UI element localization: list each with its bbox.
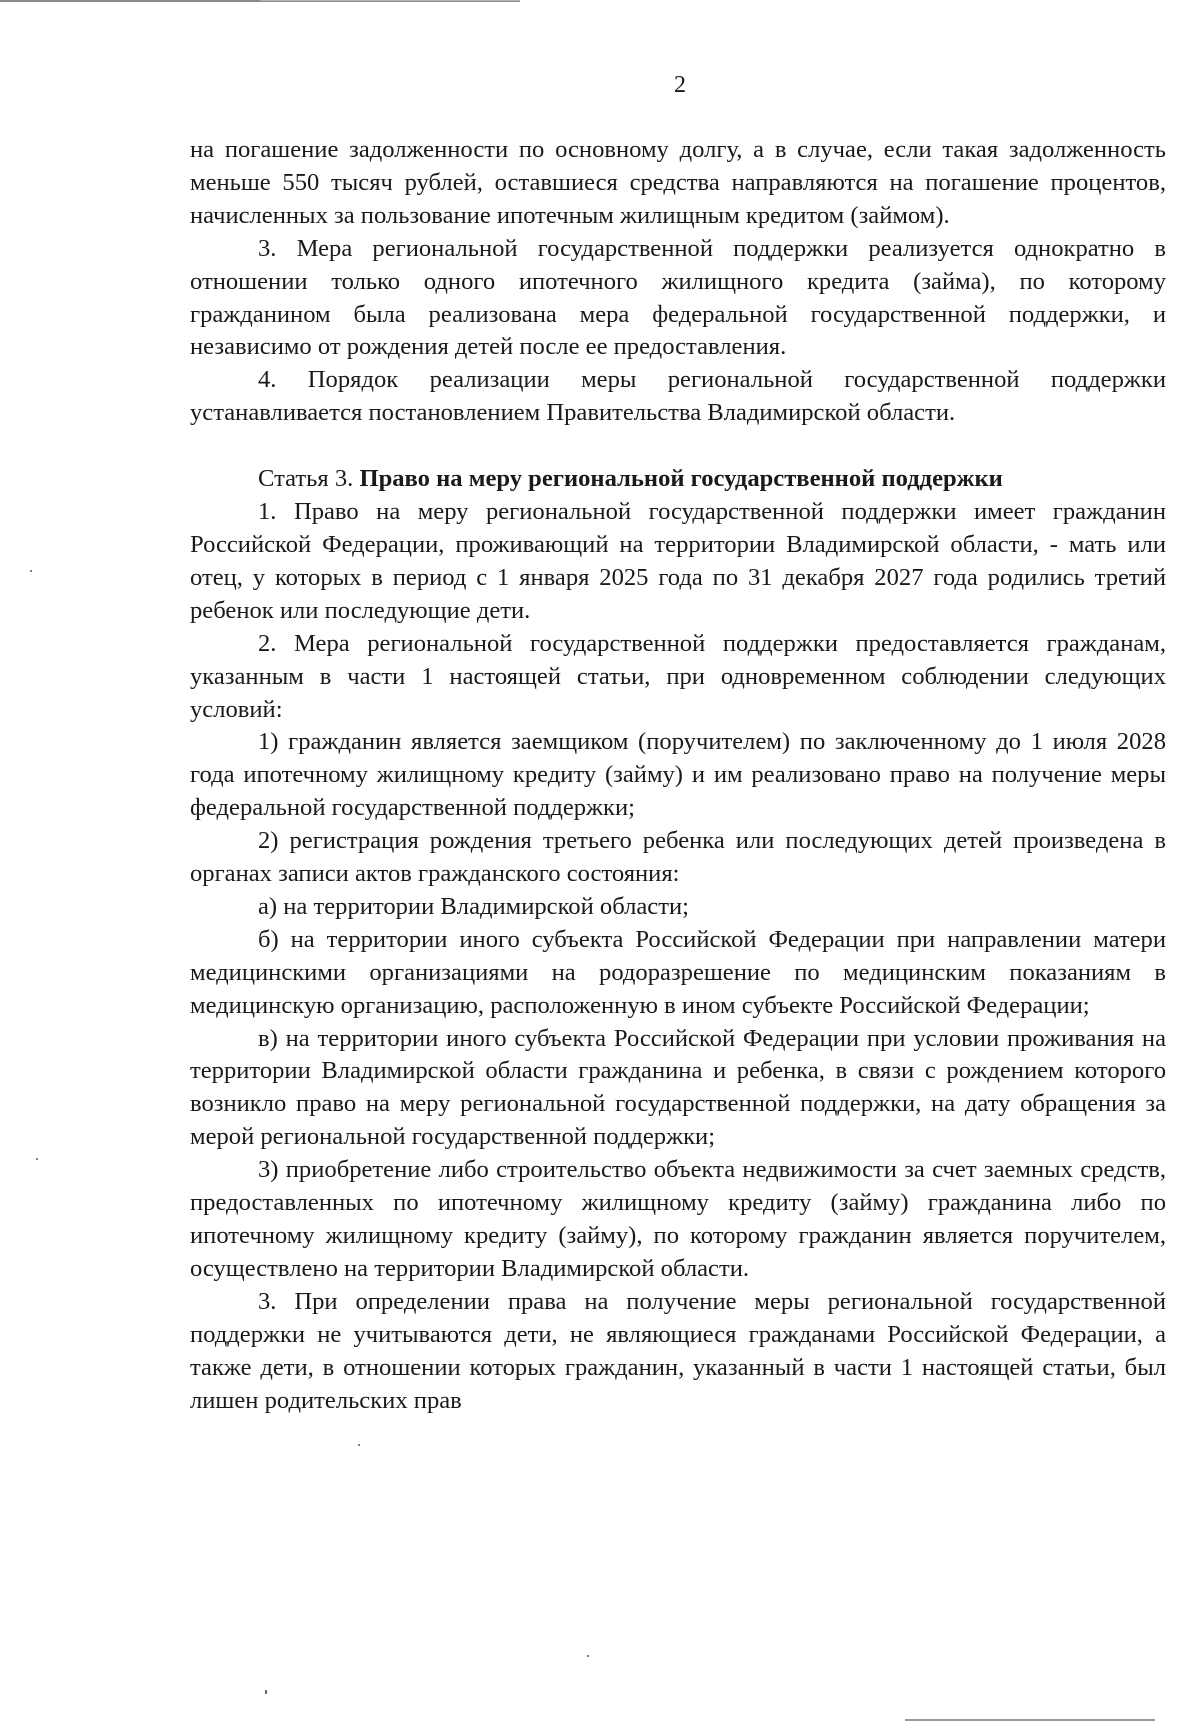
article-3-condition-2-b: б) на территории иного субъекта Российской Федерации при направлении матери медицинскими организациями на родоразрешение по медицинским показаниям в медицинскую организацию, расположенную в ином субъекте Российской Федерации;	[190, 925, 1166, 1019]
article-label: Статья 3.	[258, 465, 360, 493]
article-3-condition-2-a: а) на территории Владимирской области;	[258, 892, 689, 920]
article-title: Право на меру региональной государственной поддержки	[359, 465, 1003, 493]
scan-speck	[36, 1158, 38, 1160]
scan-speck	[265, 1690, 267, 1694]
paragraph-item-4: 4. Порядок реализации меры региональной государственной поддержки устанавливается постановлением Правительства Владимирской области.	[190, 366, 1166, 427]
page-number: 2	[674, 72, 686, 98]
article-3-part-3: 3. При определении права на получение меры региональной государственной поддержки не учитываются дети, не являющиеся гражданами Российской Федерации, а также дети, в отношении которых гражданин, указанный в части 1 настоящей статьи, был лишен родительских прав	[190, 1287, 1166, 1414]
scan-speck	[358, 1444, 360, 1446]
article-3-part-1: 1. Право на меру региональной государственной поддержки имеет гражданин Российской Федерации, проживающий на территории Владимирской области, - мать или отец, у которых в период с 1 января 2025 года по 31 декабря 2027 года родились третий ребенок или последующие дети.	[190, 498, 1166, 624]
scan-speck	[30, 570, 32, 572]
article-3-condition-3: 3) приобретение либо строительство объекта недвижимости за счет заемных средств, предоставленных по ипотечному жилищному кредиту (займу) гражданина либо по ипотечному жилищному кредиту (займу), по которому гражданин является поручителем, осуществлено на территории Владимирской области.	[190, 1156, 1166, 1282]
scan-artifact-bottom-line	[905, 1719, 1155, 1721]
paragraph-continuation: на погашение задолженности по основному долгу, а в случае, если такая задолженность меньше 550 тысяч рублей, оставшиеся средства направляются на погашение процентов, начисленных за пользование ипотечным жилищным кредитом (займом).	[190, 136, 1166, 229]
article-3-condition-2: 2) регистрация рождения третьего ребенка или последующих детей произведена в органах записи актов гражданского состояния:	[190, 827, 1166, 888]
paragraph-item-3: 3. Мера региональной государственной поддержки реализуется однократно в отношении только одного ипотечного жилищного кредита (займа), по которому гражданином была реализована мера федеральной государственной поддержки, и независимо от рождения детей после ее предоставления.	[190, 234, 1166, 361]
article-heading	[190, 463, 1166, 496]
article-3-condition-2-v: в) на территории иного субъекта Российской Федерации при условии проживания на территории Владимирской области гражданина и ребенка, в связи с рождением которого возникло право на меру региональной государственной поддержки, на дату обращения за мерой региональной государственной поддержки;	[190, 1024, 1166, 1151]
article-3-part-2: 2. Мера региональной государственной поддержки предоставляется гражданам, указанным в части 1 настоящей статьи, при одновременном соблюдении следующих условий:	[190, 629, 1166, 723]
scan-speck	[587, 1655, 589, 1657]
article-3-condition-1: 1) гражданин является заемщиком (поручителем) по заключенному до 1 июля 2028 года ипотечному жилищному кредиту (займу) и им реализовано право на получение меры федеральной государственной поддержки;	[190, 728, 1166, 822]
scan-artifact-top-line-faint	[260, 0, 520, 1]
document-body	[190, 134, 1166, 1417]
